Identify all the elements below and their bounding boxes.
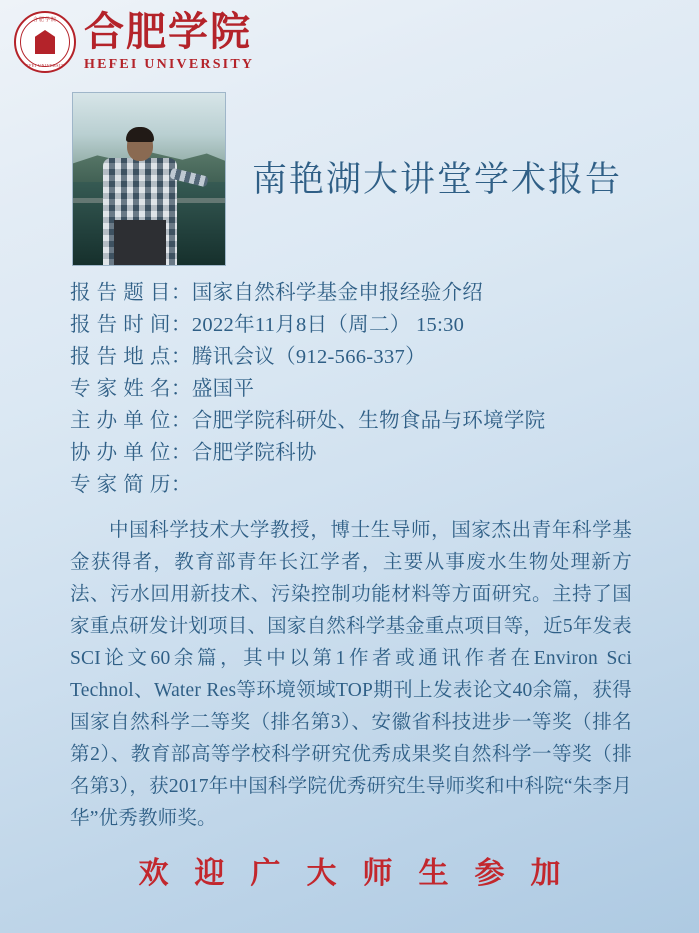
info-row-coorganizer bbox=[70, 438, 670, 468]
welcome-slogan: 欢迎广大师生参加 bbox=[138, 857, 587, 890]
info-label-speaker: 专 家 姓 名： bbox=[70, 378, 192, 400]
university-branding bbox=[14, 8, 254, 76]
info-row-topic bbox=[70, 278, 670, 308]
info-label-organizer: 主 办 单 位： bbox=[70, 410, 192, 432]
speaker-photo bbox=[72, 92, 226, 266]
info-value-coorganizer: 合肥学院科协 bbox=[191, 442, 317, 464]
university-name-cn: 合肥学院 bbox=[84, 8, 252, 54]
crest-top-text: 合肥学院 bbox=[32, 18, 57, 23]
photo-person-hair bbox=[126, 127, 154, 142]
event-info-list bbox=[70, 278, 670, 502]
logo-text-block bbox=[84, 8, 255, 73]
info-value-time: 2022年11月8日（周二） 15:30 bbox=[191, 314, 465, 336]
info-label-location: 报 告 地 点： bbox=[70, 346, 192, 368]
photo-person-legs bbox=[114, 220, 166, 265]
info-label-coorganizer: 协 办 单 位： bbox=[70, 442, 192, 464]
info-label-topic: 报 告 题 目： bbox=[70, 282, 192, 304]
info-row-location bbox=[70, 342, 670, 372]
page-title: 南艳湖大讲堂学术报告 bbox=[252, 160, 623, 199]
speaker-biography: 中国科学技术大学教授，博士生导师，国家杰出青年科学基金获得者，教育部青年长江学者，主要从事废水生物处理新方法、污水回用新技术、污染控制功能材料等方面研究。主持了国家重点研发计划项目、国家自然科学基金重点项目等，近5年发表SCI论文60余篇，其中以第1作者或通讯作者在Environ Sci Technol、Water Res等环境领域TOP期刊上发表论文40余篇，获得国家自然科学二等奖（排名第3）、安徽省科技进步一等奖（排名第2）、教育部高等学校科学研究优秀成果奖自然科学一等奖（排名第3），获2017年中国科学院优秀研究生导师奖和中科院“朱李月华”优秀教师奖。 bbox=[70, 520, 632, 829]
crest-bottom-text: HEFEI UNIVERSITY bbox=[22, 63, 68, 68]
info-label-time: 报 告 时 间： bbox=[70, 314, 192, 336]
info-row-organizer bbox=[70, 406, 670, 436]
info-row-biography bbox=[70, 470, 670, 500]
info-label-biography: 专 家 简 历： bbox=[70, 474, 192, 496]
info-value-speaker: 盛国平 bbox=[191, 378, 255, 400]
info-value-organizer: 合肥学院科研处、生物食品与环境学院 bbox=[191, 410, 546, 432]
university-crest-icon bbox=[14, 11, 76, 73]
info-row-time bbox=[70, 310, 670, 340]
info-value-location: 腾讯会议（912-566-337） bbox=[191, 346, 426, 368]
university-name-en: HEFEI UNIVERSITY bbox=[84, 56, 255, 72]
info-value-topic: 国家自然科学基金申报经验介绍 bbox=[191, 282, 484, 304]
info-row-speaker bbox=[70, 374, 670, 404]
